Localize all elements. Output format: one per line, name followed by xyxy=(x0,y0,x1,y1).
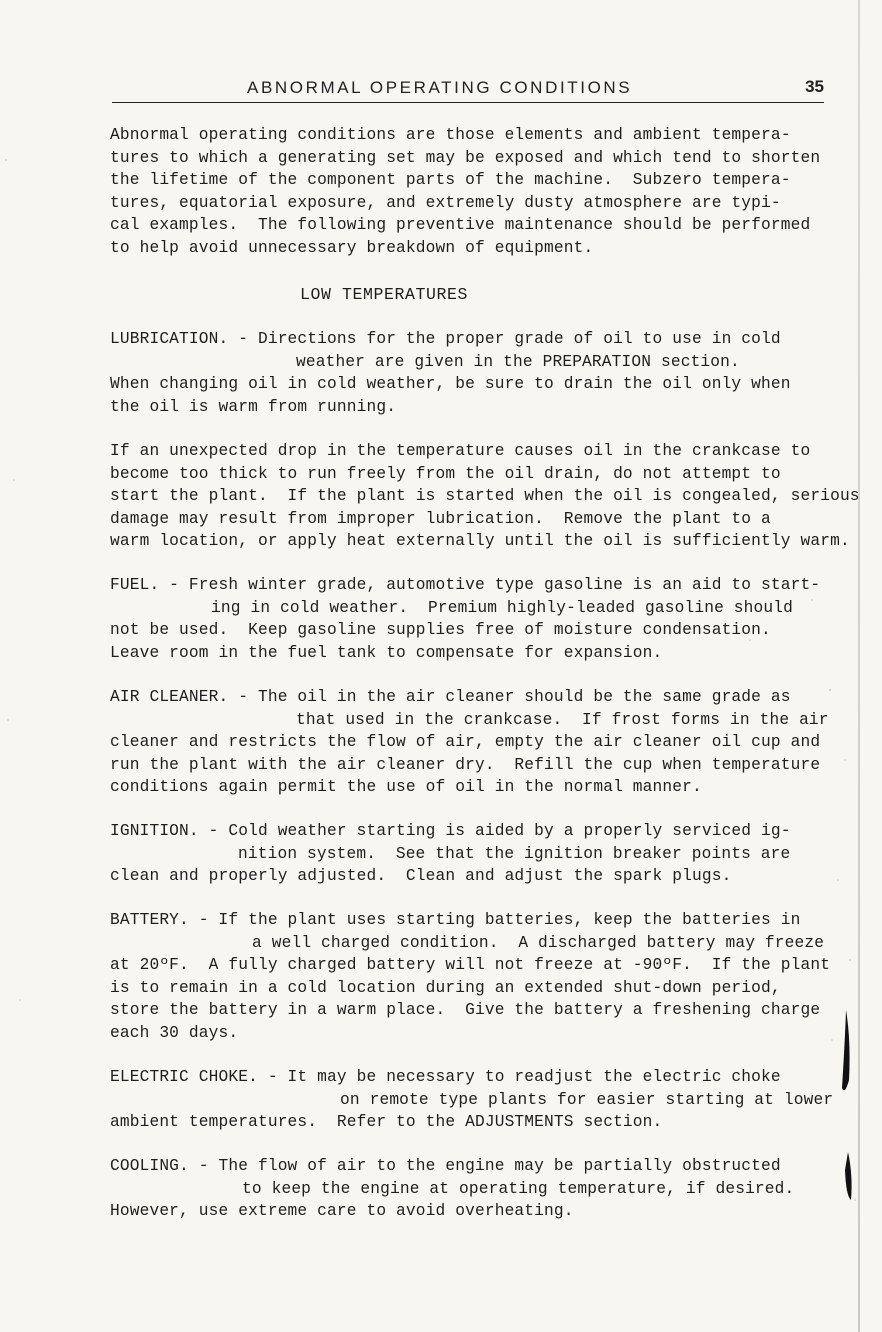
cooling-line: COOLING. - The flow of air to the engine may be partially obstructed xyxy=(110,1157,781,1175)
battery-line: is to remain in a cold location during an extended shut-down period, xyxy=(110,978,781,997)
intro-line: cal examples. The following preventive maintenance should be performed xyxy=(110,216,811,234)
lubrication-line: When changing oil in cold weather, be sure to drain the oil only when xyxy=(110,375,791,393)
cooling-line: to keep the engine at operating temperature, if desired. xyxy=(242,1179,795,1198)
intro-line: the lifetime of the component parts of the machine. Subzero tempera- xyxy=(110,171,791,189)
intro-line: tures to which a generating set may be exposed and which tend to shorten xyxy=(110,148,821,167)
battery-line: BATTERY. - If the plant uses starting batteries, keep the batteries in xyxy=(110,911,801,929)
lubrication-detail-line: become too thick to run freely from the oil drain, do not attempt to xyxy=(110,464,781,483)
fuel-line: ing in cold weather. Premium highly-leaded gasoline should xyxy=(211,598,793,617)
lubrication-line: weather are given in the PREPARATION section. xyxy=(296,352,740,371)
battery-line: store the battery in a warm place. Give the battery a freshening charge xyxy=(110,1001,821,1019)
air-cleaner-line: AIR CLEANER. - The oil in the air cleaner should be the same grade as xyxy=(110,688,791,706)
battery-line: each 30 days. xyxy=(110,1023,239,1042)
electric-choke-line: ambient temperatures. Refer to the ADJUSTMENTS section. xyxy=(110,1113,663,1131)
fuel-line: FUEL. - Fresh winter grade, automotive type gasoline is an aid to start- xyxy=(110,576,821,594)
air-cleaner-line: cleaner and restricts the flow of air, empty the air cleaner oil cup and xyxy=(110,733,821,751)
lubrication-line: LUBRICATION. - Directions for the proper grade of oil to use in cold xyxy=(110,330,781,348)
battery-line: at 20ºF. A fully charged battery will not freeze at -90ºF. If the plant xyxy=(110,956,831,974)
ignition-line: nition system. See that the ignition breaker points are xyxy=(238,844,791,863)
lubrication-detail-line: warm location, or apply heat externally until the oil is sufficiently warm. xyxy=(110,532,850,550)
fuel-line: Leave room in the fuel tank to compensate for expansion. xyxy=(110,643,663,662)
lubrication-detail-line: start the plant. If the plant is started when the oil is congealed, serious xyxy=(110,487,860,505)
lubrication-detail-line: damage may result from improper lubrication. Remove the plant to a xyxy=(110,509,771,528)
cooling-line: However, use extreme care to avoid overheating. xyxy=(110,1202,574,1220)
lubrication-line: the oil is warm from running. xyxy=(110,397,397,416)
section-heading-low-temperatures: LOW TEMPERATURES xyxy=(300,285,469,304)
air-cleaner-line: run the plant with the air cleaner dry. Refill the cup when temperature xyxy=(110,755,821,774)
running-header xyxy=(112,76,824,103)
header-title: ABNORMAL OPERATING CONDITIONS xyxy=(247,78,633,97)
page-number: 35 xyxy=(805,77,824,96)
air-cleaner-line: conditions again permit the use of oil in the normal manner. xyxy=(110,778,702,796)
binding-shadow-marks xyxy=(842,1010,852,1200)
intro-line: tures, equatorial exposure, and extremely dusty atmosphere are typi- xyxy=(110,193,781,212)
intro-line: to help avoid unnecessary breakdown of equipment. xyxy=(110,238,594,257)
page-edge-shadow xyxy=(858,0,860,1332)
intro-line: Abnormal operating conditions are those elements and ambient tempera- xyxy=(110,126,791,144)
electric-choke-line: ELECTRIC CHOKE. - It may be necessary to readjust the electric choke xyxy=(110,1068,781,1086)
air-cleaner-line: that used in the crankcase. If frost forms in the air xyxy=(296,710,829,729)
battery-line: a well charged condition. A discharged battery may freeze xyxy=(252,933,825,952)
lubrication-detail-line: If an unexpected drop in the temperature causes oil in the crankcase to xyxy=(110,442,811,460)
ignition-line: clean and properly adjusted. Clean and adjust the spark plugs. xyxy=(110,867,732,885)
electric-choke-line: on remote type plants for easier starting at lower xyxy=(340,1090,834,1109)
fuel-line: not be used. Keep gasoline supplies free of moisture condensation. xyxy=(110,621,771,639)
ignition-line: IGNITION. - Cold weather starting is aided by a properly serviced ig- xyxy=(110,822,791,840)
